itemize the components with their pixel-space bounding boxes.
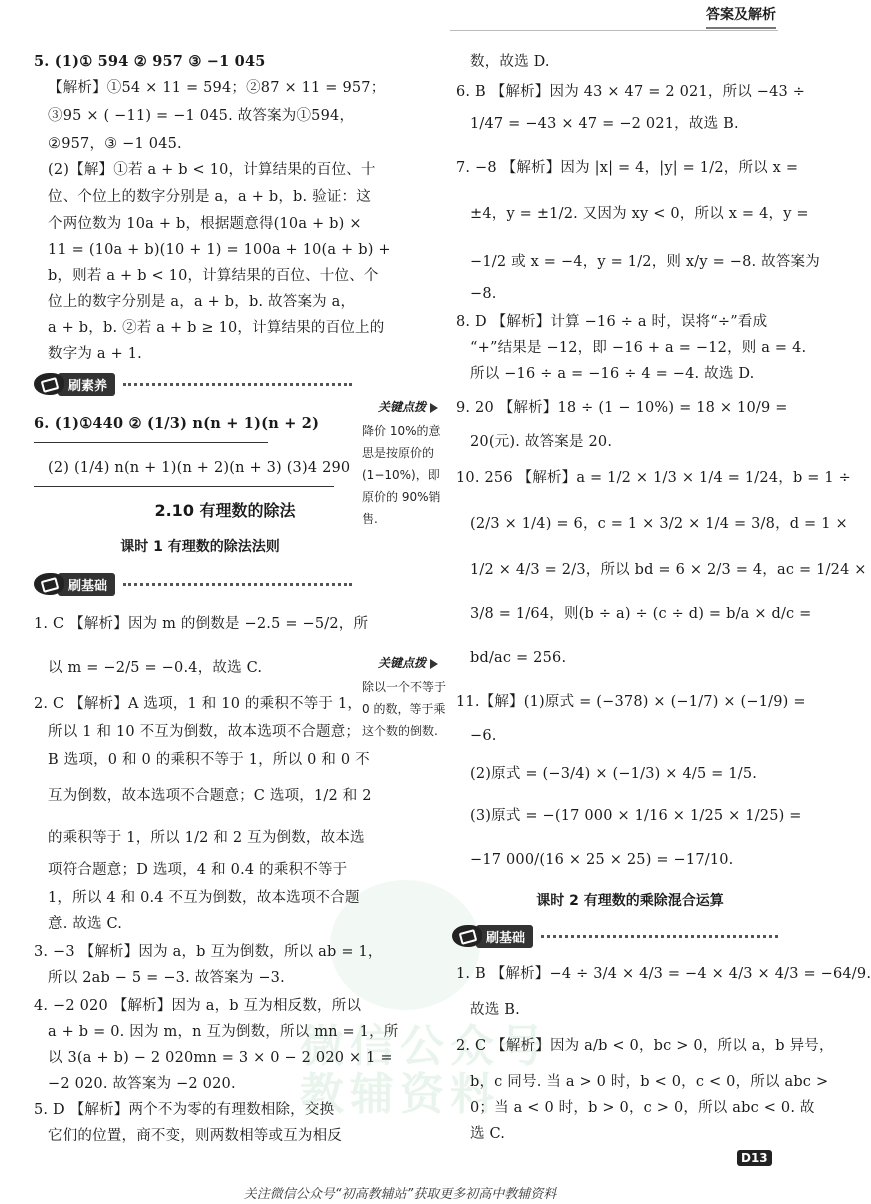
text-line: 故选 B. <box>470 1002 520 1018</box>
q6-line-1: 6. (1)①440 ② (1/3) n(n + 1)(n + 2) <box>34 415 320 432</box>
text-line: 的乘积等于 1，所以 1/2 和 2 互为倒数，故本选 <box>48 830 365 846</box>
text-line: (2)【解】①若 a + b < 10，计算结果的百位、十 <box>48 162 376 178</box>
q11-line: 11.【解】(1)原式 = (−378) × (−1/7) × (−1/9) = <box>456 694 806 710</box>
q5-line: 5. D 【解析】两个不为零的有理数相除，交换 <box>34 1102 335 1118</box>
q6-line-2: (2) (1/4) n(n + 1)(n + 2)(n + 3) (3)4 290 <box>48 460 351 476</box>
text-line: bd/ac = 256. <box>470 650 567 666</box>
text-line: ±4，y = ±1/2. 又因为 xy < 0，所以 x = 4，y = <box>470 206 809 222</box>
text-line: 意. 故选 C. <box>48 916 123 932</box>
text-line: 互为倒数，故本选项不合题意；C 选项，1/2 和 2 <box>48 788 372 804</box>
text-line: 数，故选 D. <box>470 54 550 70</box>
text-line: 3/8 = 1/64，则(b ÷ a) ÷ (c ÷ d) = b/a × d/c = <box>470 606 812 622</box>
text-line: −6. <box>470 728 497 744</box>
text-line: −17 000/(16 × 25 × 25) = −17/10. <box>470 852 734 868</box>
brush-icon <box>34 373 64 395</box>
q1-line: 1. C 【解析】因为 m 的倒数是 −2.5 = −5/2，所 <box>34 616 369 632</box>
q1-line: 1. B 【解析】−4 ÷ 3/4 × 4/3 = −4 × 4/3 × 4/3 = −64/9. <box>456 966 871 982</box>
text-line: 所以 2ab − 5 = −3. 故答案为 −3. <box>48 970 285 986</box>
text-line: 位、个位上的数字分别是 a，a + b，b. 验证：这 <box>48 189 371 205</box>
text-line: 位上的数字分别是 a，a + b，b. 故答案为 a， <box>48 294 356 310</box>
q6-line: 6. B 【解析】因为 43 × 47 = 2 021，所以 −43 ÷ <box>456 84 806 100</box>
text-line: 1/47 = −43 × 47 = −2 021，故选 B. <box>470 116 739 132</box>
tip-2-text: 除以一个不等于 0 的数，等于乘这个数的倒数. <box>362 680 447 738</box>
text-line: 11 = (10a + b)(10 + 1) = 100a + 10(a + b) + <box>48 242 391 258</box>
text-line: a + b，b. ②若 a + b ≥ 10，计算结果的百位上的 <box>48 320 385 336</box>
text-line: 以 3(a + b) − 2 020mn = 3 × 0 − 2 020 × 1 = <box>48 1050 393 1066</box>
text-line: ②957，③ −1 045. <box>48 136 182 152</box>
text-line: (2/3 × 1/4) = 6，c = 1 × 3/2 × 1/4 = 3/8，d = 1 × <box>470 516 848 532</box>
answer-rule <box>34 442 268 443</box>
text-line: 所以 −16 ÷ a = −16 ÷ 4 = −4. 故选 D. <box>470 366 755 382</box>
header-tag: 答案及解析 <box>706 4 776 29</box>
text-line: 【解析】①54 × 11 = 594；②87 × 11 = 957； <box>48 80 386 96</box>
text-line: 选 C. <box>470 1126 506 1142</box>
text-line: −2 020. 故答案为 −2 020. <box>48 1076 236 1092</box>
q5-answer-line: 5. (1)① 594 ② 957 ③ −1 045 <box>34 53 266 70</box>
text-line: ③95 × ( −11) = −1 045. 故答案为①594， <box>48 108 355 124</box>
text-line: 1，所以 4 和 0.4 不互为倒数，故本选项不合题 <box>48 890 360 906</box>
badge-jichu-2 <box>452 924 778 948</box>
badge-label: 刷基础 <box>476 925 533 948</box>
dotted-divider <box>123 583 352 586</box>
brush-icon <box>34 573 64 595</box>
brush-icon <box>452 925 482 947</box>
badge-suyang <box>34 372 352 396</box>
watermark-text-1: 微信公众号 <box>300 1021 550 1072</box>
q4-line: 4. −2 020 【解析】因为 a，b 互为相反数，所以 <box>34 998 362 1014</box>
badge-label: 刷基础 <box>58 573 115 596</box>
text-line: B 选项，0 和 0 的乘积不等于 1，所以 0 和 0 不 <box>48 752 370 768</box>
q2-line: 2. C 【解析】因为 a/b < 0，bc > 0，所以 a，b 异号， <box>456 1038 834 1054</box>
text-line: 以 m = −2/5 = −0.4，故选 C. <box>48 660 263 676</box>
watermark-text-2: 教辅资料 <box>300 1069 500 1120</box>
badge-jichu <box>34 572 352 596</box>
text-line: 所以 1 和 10 不互为倒数，故本选项不合题意； <box>48 724 361 740</box>
badge-label: 刷素养 <box>58 373 115 396</box>
q9-line: 9. 20 【解析】18 ÷ (1 − 10%) = 18 × 10/9 = <box>456 400 788 416</box>
lesson-1-title: 课时 1 有理数的除法法则 <box>120 539 280 555</box>
header-rule <box>450 30 778 31</box>
page-number: D13 <box>737 1150 772 1166</box>
tip-2-head: 关键点拨 <box>378 654 438 671</box>
dotted-divider <box>123 383 352 386</box>
tip-1-text: 降价 10%的意思是按原价的(1−10%)，即原价的 90%销售. <box>362 424 441 526</box>
q2-line: 2. C 【解析】A 选项，1 和 10 的乘积不等于 1， <box>34 696 363 712</box>
q10-line: 10. 256 【解析】a = 1/2 × 1/3 × 1/4 = 1/24，b = 1 ÷ <box>456 470 851 486</box>
text-line: “+”结果是 −12，即 −16 + a = −12，则 a = 4. <box>470 340 807 356</box>
footer-note: 关注微信公众号“初高教辅站”获取更多初高中教辅资料 <box>243 1187 557 1202</box>
text-line: b，则若 a + b < 10，计算结果的百位、十位、个 <box>48 268 379 284</box>
text-line: (2)原式 = (−3/4) × (−1/3) × 4/5 = 1/5. <box>470 766 758 782</box>
text-line: 20(元). 故答案是 20. <box>470 434 613 450</box>
text-line: −1/2 或 x = −4，y = 1/2，则 x/y = −8. 故答案为 <box>470 254 820 270</box>
tip-1-head: 关键点拨 <box>378 398 438 415</box>
text-line: 1/2 × 4/3 = 2/3，所以 bd = 6 × 2/3 = 4，ac = 1/24 × <box>470 562 867 578</box>
text-line: b，c 同号. 当 a > 0 时，b < 0，c < 0，所以 abc > <box>470 1074 829 1090</box>
text-line: a + b = 0. 因为 m，n 互为倒数，所以 mn = 1，所 <box>48 1024 399 1040</box>
text-line: 项符合题意；D 选项，4 和 0.4 的乘积不等于 <box>48 862 348 878</box>
text-line: 数字为 a + 1. <box>48 346 142 362</box>
text-line: (3)原式 = −(17 000 × 1/16 × 1/25 × 1/25) = <box>470 808 802 824</box>
q3-line: 3. −3 【解析】因为 a，b 互为倒数，所以 ab = 1， <box>34 944 383 960</box>
text-line: 个两位数为 10a + b，根据题意得(10a + b) × <box>48 216 362 232</box>
answer-rule <box>34 486 334 487</box>
section-title: 2.10 有理数的除法 <box>154 501 296 520</box>
q7-line: 7. −8 【解析】因为 |x| = 4，|y| = 1/2，所以 x = <box>456 160 799 176</box>
text-line: 0；当 a < 0 时，b > 0，c > 0，所以 abc < 0. 故 <box>470 1100 815 1116</box>
q8-line: 8. D 【解析】计算 −16 ÷ a 时，误将“÷”看成 <box>456 314 768 330</box>
text-line: 它们的位置，商不变，则两数相等或互为相反 <box>48 1128 342 1144</box>
text-line: −8. <box>470 286 497 302</box>
lesson-2-title: 课时 2 有理数的乘除混合运算 <box>536 893 724 909</box>
dotted-divider <box>541 935 778 938</box>
